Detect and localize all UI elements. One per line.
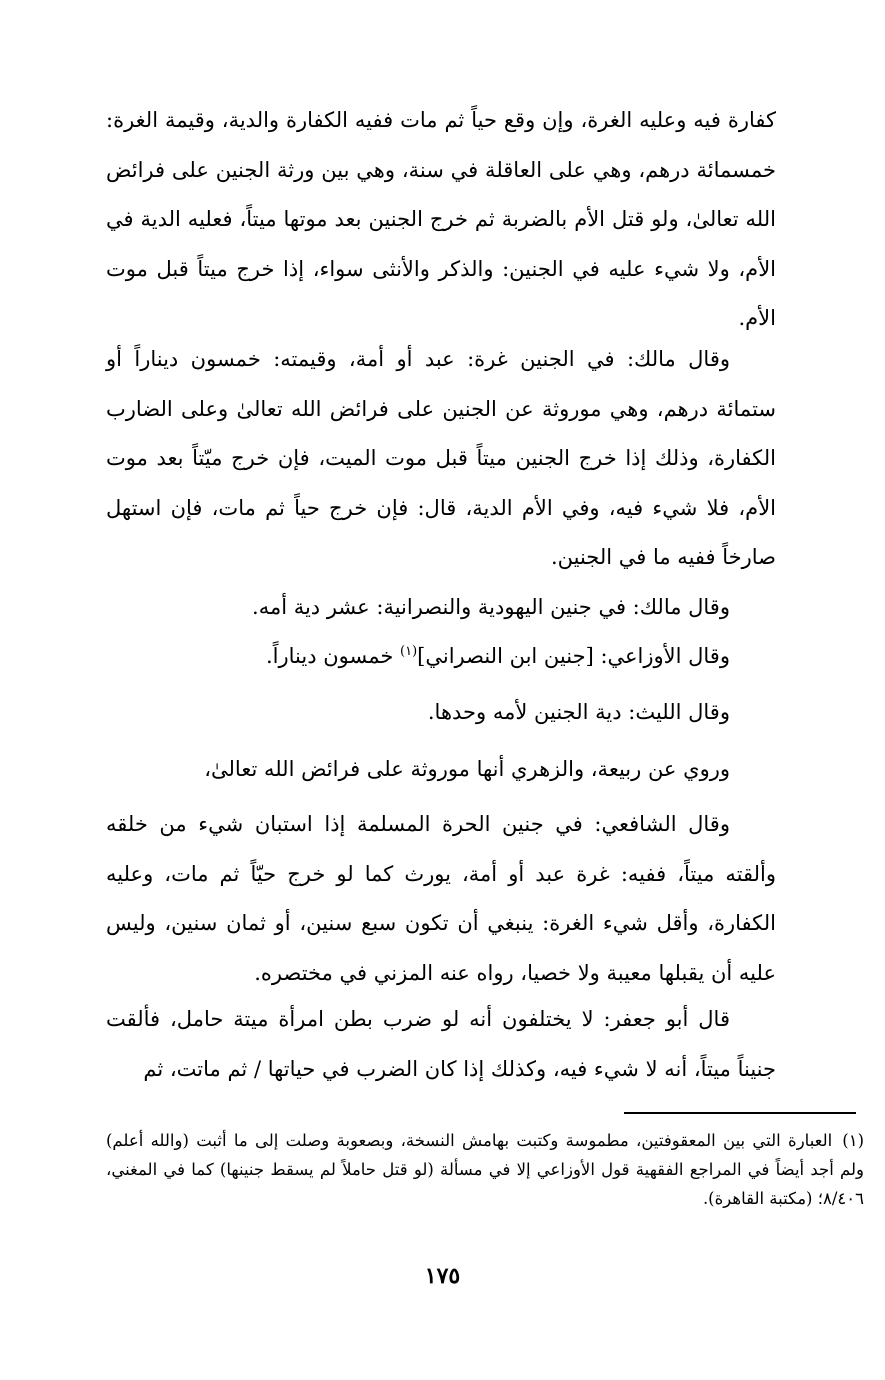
paragraph-awzai xyxy=(106,632,776,682)
awzai-text-before: وقال الأوزاعي: [جنين ابن النصراني] xyxy=(417,644,730,668)
paragraph-rabia-zuhri: وروي عن ربيعة، والزهري أنها موروثة على فرائض الله تعالىٰ، xyxy=(204,757,730,781)
paragraph-malik-jewish-christian: وقال مالك: في جنين اليهودية والنصرانية: عشر دية أمه. xyxy=(252,595,730,619)
footnote-marker: (١) xyxy=(400,644,418,659)
awzai-text-after: خمسون ديناراً. xyxy=(265,644,401,668)
footnote-divider xyxy=(624,1112,856,1114)
footnote-number: (١) xyxy=(842,1131,864,1150)
paragraph-layth: وقال الليث: دية الجنين لأمه وحدها. xyxy=(427,700,730,724)
paragraph-shafii: وقال الشافعي: في جنين الحرة المسلمة إذا استبان شيء من خلقه وألقته ميتاً، ففيه: غرة عبد أو أمة، يورث كما لو خرج حيّاً ثم مات، وعليه الكفارة، وأقل شيء الغرة: ينبغي أن تكون سبع سنين، أو ثمان سنين، وليس عليه أن يقبلها معيبة ولا خصيا، رواه عنه المزني في مختصره. xyxy=(106,812,776,985)
footnote-text: العبارة التي بين المعقوفتين، مطموسة وكتبت بهامش النسخة، وبصعوبة وصلت إلى ما أثبت (والله أعلم) ولم أجد أيضاً في المراجع الفقهية قول الأوزاعي إلا في مسألة (لو قتل حاملاً لم يسقط جنينها) كما في المغني، ٨/٤٠٦؛ (مكتبة القاهرة). xyxy=(106,1131,864,1208)
footnote xyxy=(106,1126,864,1213)
paragraph-malik-ruling: وقال مالك: في الجنين غرة: عبد أو أمة، وقيمته: خمسون ديناراً أو ستمائة درهم، وهي موروثة عن الجنين على فرائض الله تعالىٰ وعلى الضارب الكفارة، وذلك إذا خرج الجنين ميتاً قبل موت الميت، فإن خرج ميّتاً بعد موت الأم، فلا شيء فيه، وفي الأم الدية، قال: فإن خرج حياً ثم مات، فإن استهل صارخاً ففيه ما في الجنين. xyxy=(106,347,776,569)
paragraph-abu-jafar: قال أبو جعفر: لا يختلفون أنه لو ضرب بطن امرأة ميتة حامل، فألقت جنيناً ميتاً، أنه لا شيء فيه، وكذلك إذا كان الضرب في حياتها / ثم ماتت، ثم xyxy=(106,1007,776,1081)
page-number: ١٧٥ xyxy=(424,1263,461,1289)
paragraph-hanafi-ruling: كفارة فيه وعليه الغرة، وإن وقع حياً ثم مات ففيه الكفارة والدية، وقيمة الغرة: خمسمائة درهم، وهي على العاقلة في سنة، وهي بين ورثة الجنين على فرائض الله تعالىٰ، ولو قتل الأم بالضربة ثم خرج الجنين بعد موتها ميتاً، فعليه الدية في الأم، ولا شيء عليه في الجنين: والذكر والأنثى سواء، إذا خرج ميتاً قبل موت الأم. xyxy=(106,108,776,330)
